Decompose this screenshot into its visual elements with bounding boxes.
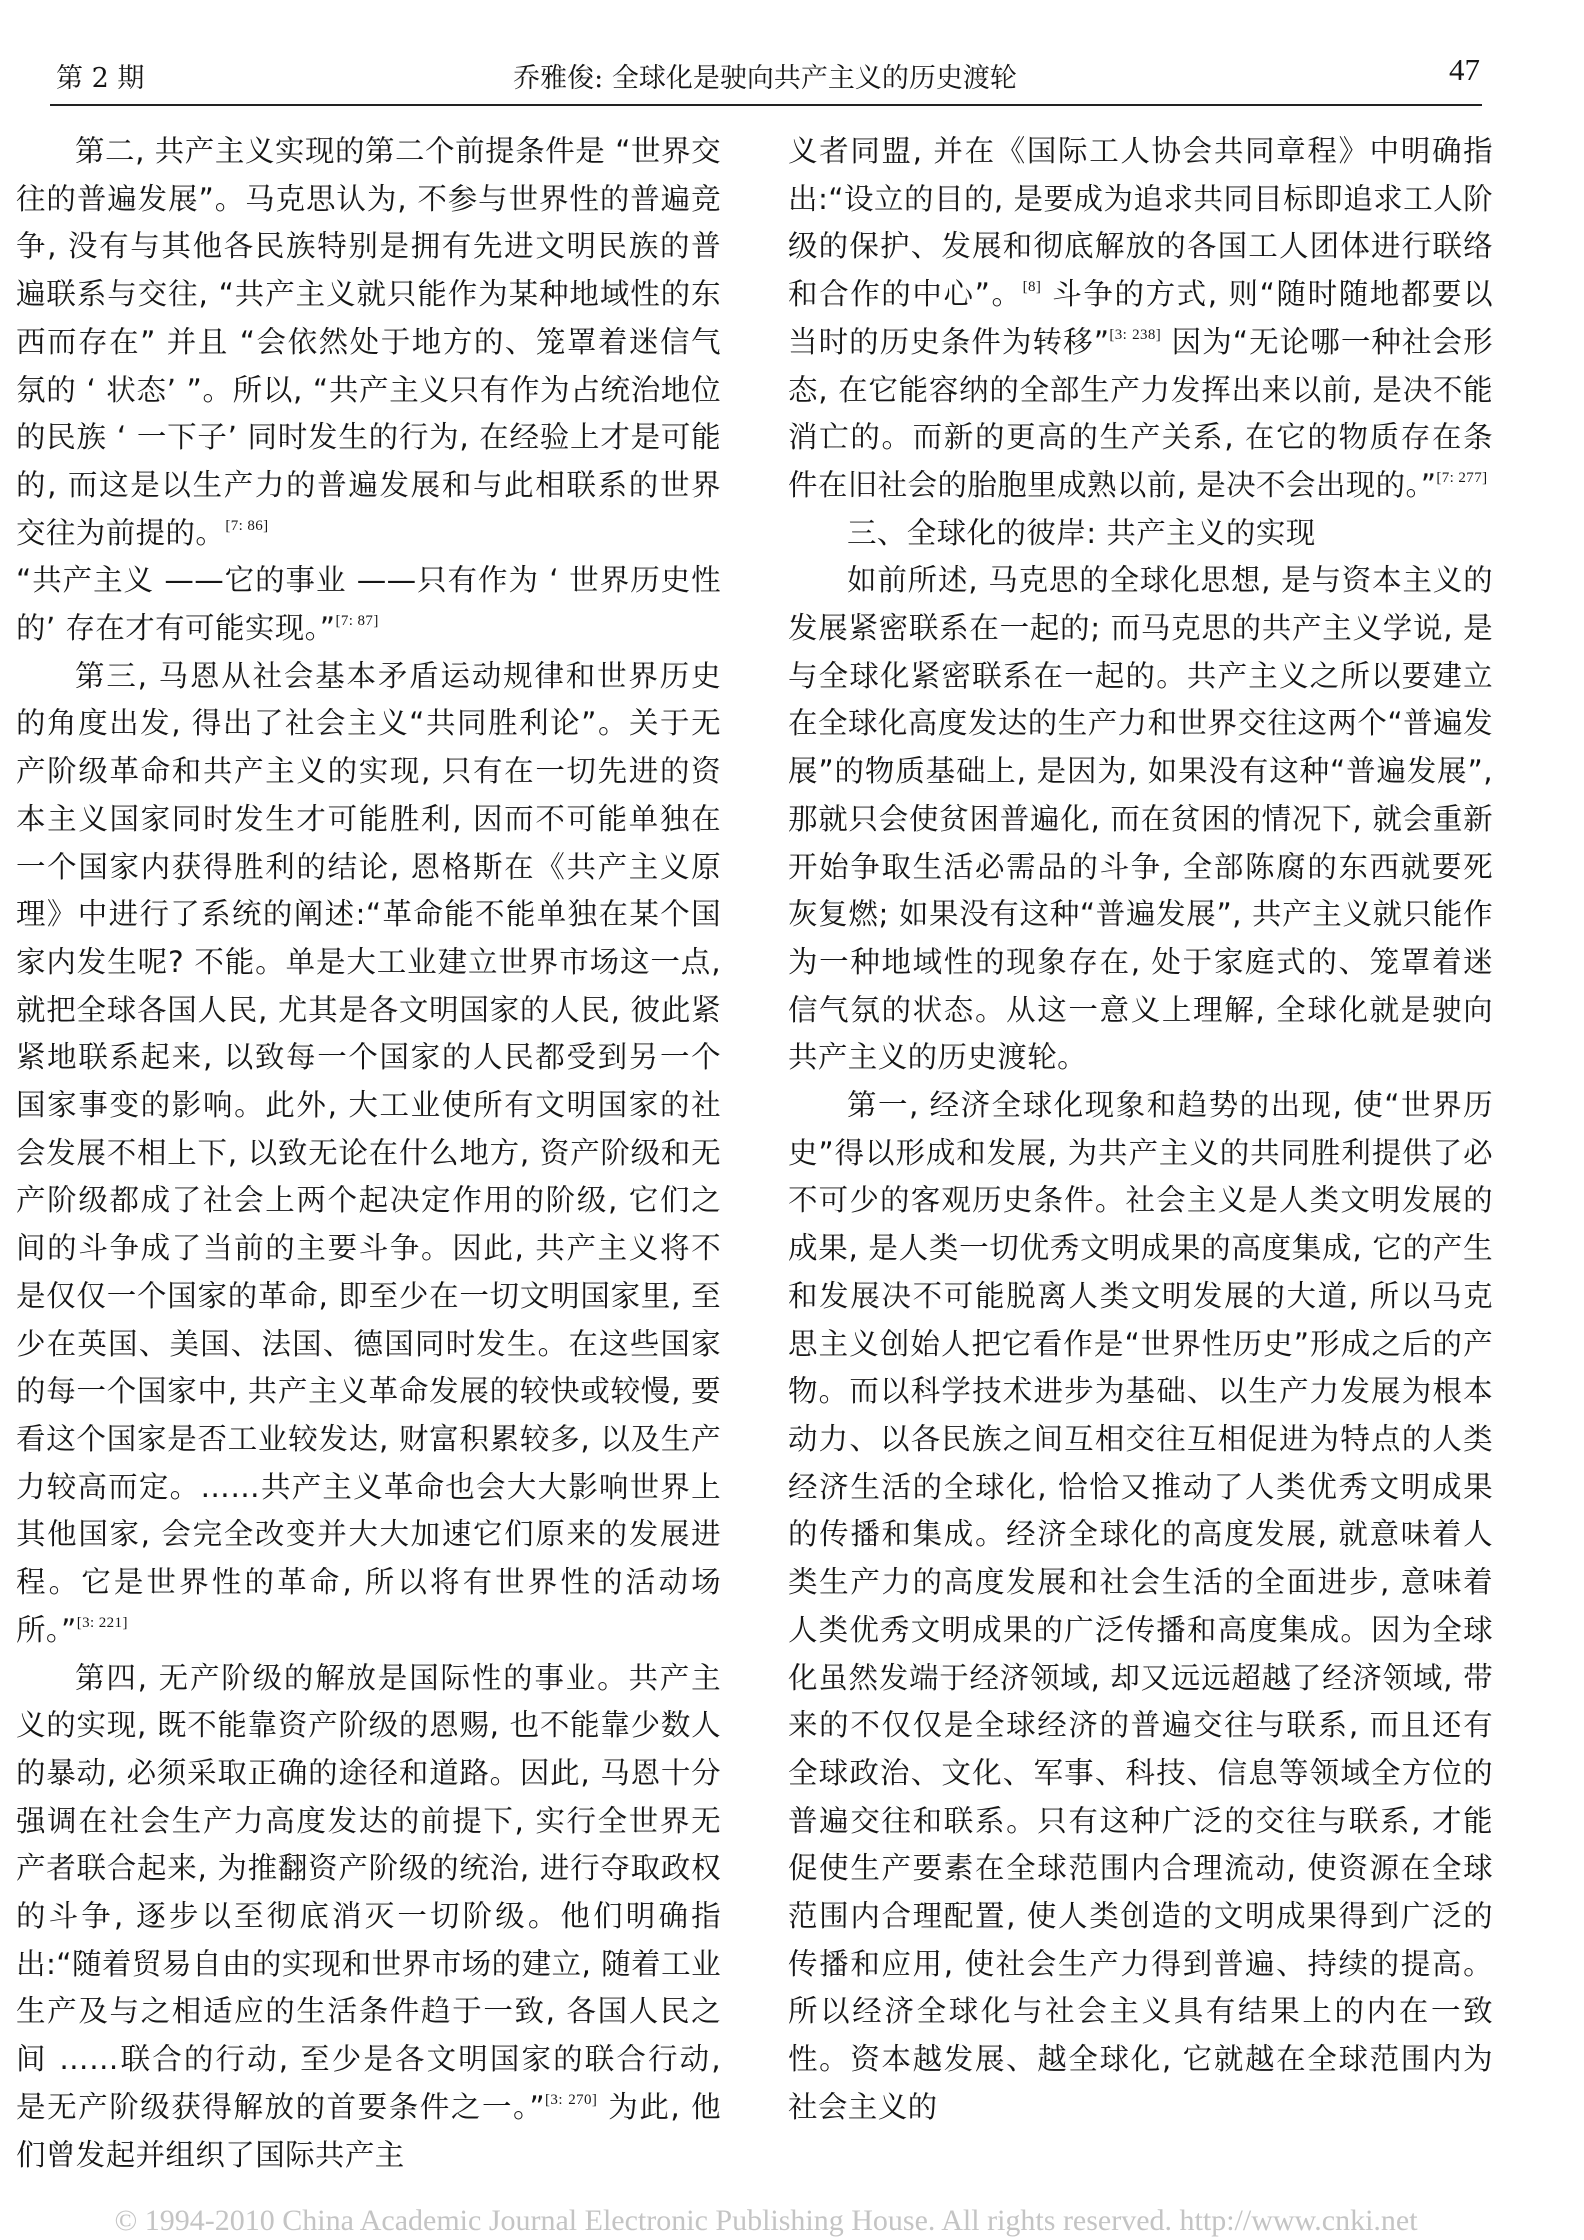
citation-ref: [7: 277] bbox=[1436, 469, 1488, 486]
paragraph-text: “共产主义 ——它的事业 ——只有作为 ‘ 世界历史性的’ 存在才有可能实现。” bbox=[16, 563, 721, 646]
left-column bbox=[16, 128, 721, 2179]
quote-world-history bbox=[16, 557, 721, 652]
paragraph-third-common-victory bbox=[16, 653, 721, 1655]
paragraph-text: 斗争的方式, 则“随时随地都要以当时的历史条件为转移” bbox=[788, 277, 1494, 359]
paragraph-second-premise bbox=[16, 128, 721, 557]
journal-issue: 第 2 期 bbox=[56, 63, 145, 94]
paragraph-text: 因为“无论哪一种社会形态, 在它能容纳的全部生产力发挥出来以前, 是决不能消亡的。而新的更高的生产关系, 在它的物质存在条件在旧社会的胎胞里成熟以前, 是决不会出现的。” bbox=[788, 324, 1493, 502]
paragraph-text: 为此, 他们曾发起并组织了国际共产主 bbox=[16, 2089, 722, 2172]
citation-ref: [3: 270] bbox=[545, 2091, 598, 2108]
right-column bbox=[788, 128, 1493, 2132]
citation-ref: [8] bbox=[1022, 279, 1042, 296]
paragraph-first-economic-globalization: 第一, 经济全球化现象和趋势的出现, 使“世界历史”得以形成和发展, 为共产主义的共同胜利提供了必不可少的客观历史条件。社会主义是人类文明发展的成果, 是人类一切优秀文明成果的高度集成, 它的产生和发展决不可能脱离人类文明发展的大道, 所以马克思主义创始人把它看作是“世界性历史”形成之后的产物。而以科学技术进步为基础、以生产力发展为根本动力、以各民族之间互相交往互相促进为特点的人类经济生活的全球化, 恰恰又推动了人类优秀文明成果的传播和集成。经济全球化的高度发展, 就意味着人类生产力的高度发展和社会生活的全面进步, 意味着人类优秀文明成果的广泛传播和高度集成。因为全球化虽然发端于经济领域, 却又远远超越了经济领域, 带来的不仅仅是全球经济的普遍交往与联系, 而且还有全球政治、文化、军事、科技、信息等领域全方位的普遍交往和联系。只有这种广泛的交往与联系, 才能促使生产要素在全球范围内合理流动, 使资源在全球范围内合理配置, 使人类创造的文明成果得到广泛的传播和应用, 使社会生产力得到普遍、持续的提高。所以经济全球化与社会主义具有结果上的内在一致性。资本越发展、越全球化, 它就越在全球范围内为社会主义的 bbox=[788, 1088, 1493, 2124]
paragraph-text: 第四, 无产阶级的解放是国际性的事业。共产主义的实现, 既不能靠资产阶级的恩赐, 也不能靠少数人的暴动, 必须采取正确的途径和道路。因此, 马恩十分强调在社会生产力高度发达的前提下, 实行全世界无产者联合起来, 为推翻资产阶级的统治, 进行夺取政权的斗争, 逐步以至彻底消灭一切阶级。他们明确指出:“随着贸易自由的实现和世界市场的建立, 随着工业生产及与之相适应的生活条件趋于一致, 各国人民之间 ……联合的行动, 至少是各文明国家的联合行动, 是无产阶级获得解放的首要条件之一。” bbox=[16, 1660, 721, 2124]
paragraph-continued bbox=[788, 128, 1493, 510]
paragraph-text: 义者同盟, 并在《国际工人协会共同章程》中明确指出:“设立的目的, 是要成为追求共同目标即追求工人阶级的保护、发展和彻底解放的各国工人团体进行联络和合作的中心”。 bbox=[788, 134, 1493, 312]
paragraph-fourth-liberation bbox=[16, 1655, 721, 2180]
copyright-watermark: © 1994-2010 China Academic Journal Electronic Publishing House. All rights reserved. http://www.cnki.net bbox=[114, 2204, 1418, 2237]
citation-ref: [7: 86] bbox=[225, 517, 269, 534]
paragraph-text: 第三, 马恩从社会基本矛盾运动规律和世界历史的角度出发, 得出了社会主义“共同胜利论”。关于无产阶级革命和共产主义的实现, 只有在一切先进的资本主义国家同时发生才可能胜利, 因而不可能单独在一个国家内获得胜利的结论, 恩格斯在《共产主义原理》中进行了系统的阐述:“革命能不能单独在某个国家内发生呢? 不能。单是大工业建立世界市场这一点, 就把全球各国人民, 尤其是各文明国家的人民, 彼此紧紧地联系起来, 以致每一个国家的人民都受到另一个国家事变的影响。此外, 大工业使所有文明国家的社会发展不相上下, 以致无论在什么地方, 资产阶级和无产阶级都成了社会上两个起决定作用的阶级, 它们之间的斗争成了当前的主要斗争。因此, 共产主义将不是仅仅一个国家的革命, 即至少在一切文明国家里, 至少在英国、美国、法国、德国同时发生。在这些国家的每一个国家中, 共产主义革命发展的较快或较慢, 要看这个国家是否工业较发达, 财富积累较多, 以及生产力较高而定。……共产主义革命也会大大影响世界上其他国家, 会完全改变并大大加速它们原来的发展进程。它是世界性的革命, 所以将有世界性的活动场所。” bbox=[16, 658, 721, 1647]
running-title: 乔雅俊: 全球化是驶向共产主义的历史渡轮 bbox=[513, 63, 1017, 94]
section-heading: 三、全球化的彼岸: 共产主义的实现 bbox=[847, 515, 1316, 550]
citation-ref: [3: 221] bbox=[76, 1614, 128, 1631]
header-rule bbox=[50, 104, 1482, 106]
citation-ref: [7: 87] bbox=[335, 613, 379, 630]
page-number: 47 bbox=[1449, 52, 1480, 87]
citation-ref: [3: 238] bbox=[1109, 326, 1162, 343]
page-header bbox=[50, 48, 1480, 108]
paragraph-text: 第二, 共产主义实现的第二个前提条件是 “世界交往的普遍发展”。马克思认为, 不参与世界性的普遍竞争, 没有与其他各民族特别是拥有先进文明民族的普遍联系与交往, “共产主义就只能作为某种地域性的东西而存在” 并且 “会依然处于地方的、笼罩着迷信气氛的 ‘ 状态’ ”。所以, “共产主义只有作为占统治地位的民族 ‘ 一下子’ 同时发生的行为, 在经验上才是可能的, 而这是以生产力的普遍发展和与此相联系的世界交往为前提的。 bbox=[16, 134, 721, 550]
paragraph-as-mentioned: 如前所述, 马克思的全球化思想, 是与资本主义的发展紧密联系在一起的; 而马克思的共产主义学说, 是与全球化紧密联系在一起的。共产主义之所以要建立在全球化高度发达的生产力和世界交往这两个“普遍发展”的物质基础上, 是因为, 如果没有这种“普遍发展”, 那就只会使贫困普遍化, 而在贫困的情况下, 就会重新开始争取生活必需品的斗争, 全部陈腐的东西就要死灰复燃; 如果没有这种“普遍发展”, 共产主义就只能作为一种地域性的现象存在, 处于家庭式的、笼罩着迷信气氛的状态。从这一意义上理解, 全球化就是驶向共产主义的历史渡轮。 bbox=[788, 563, 1493, 1075]
